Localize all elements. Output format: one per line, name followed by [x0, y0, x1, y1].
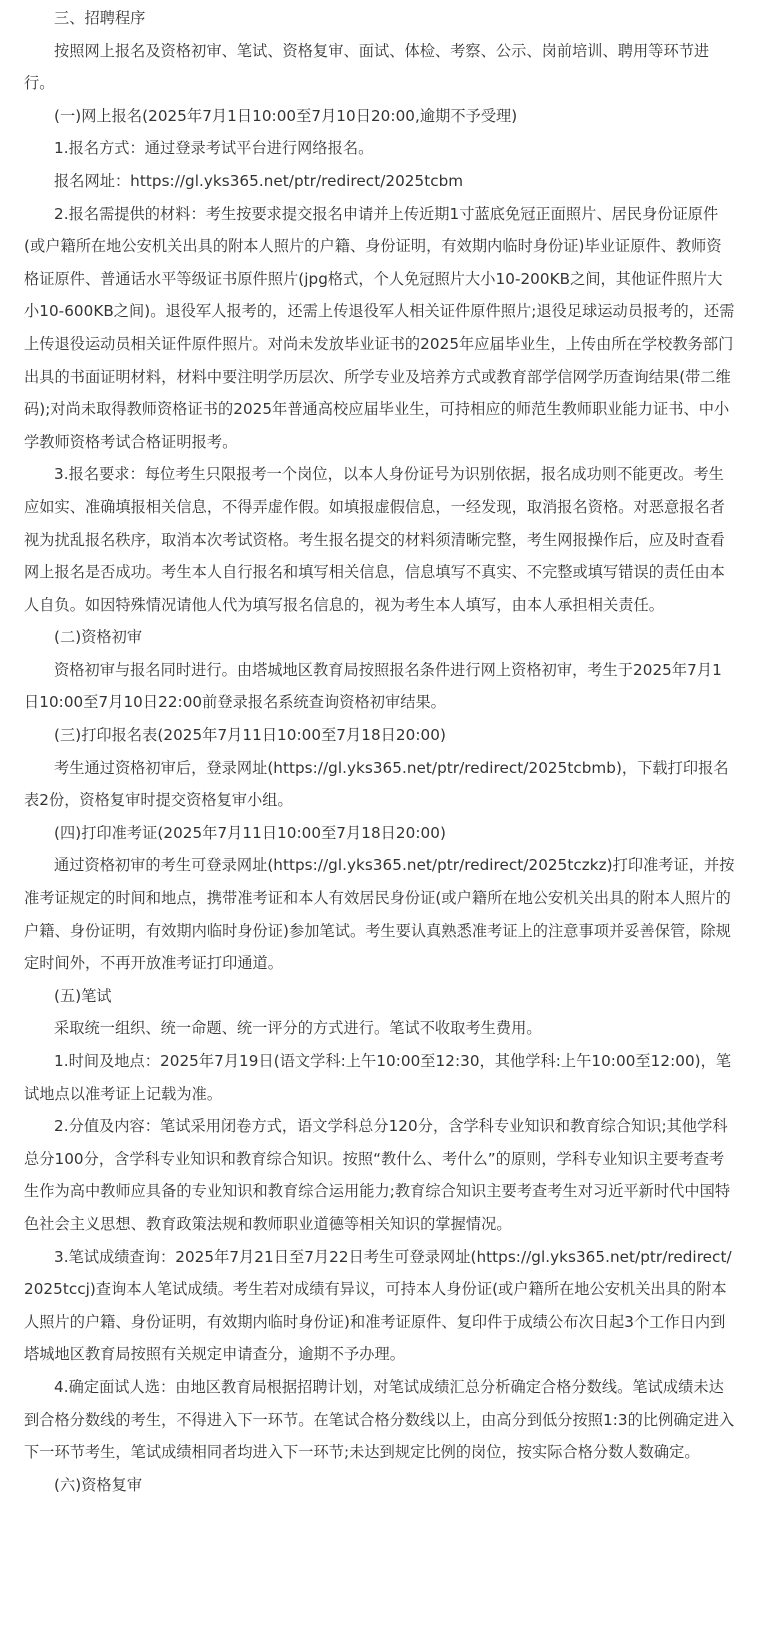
paragraph-required-materials: 2.报名需提供的材料：考生按要求提交报名申请并上传近期1寸蓝底免冠正面照片、居民身份证原件(或户籍所在地公安机关出具的附本人照片的户籍、身份证明，有效期内临时身份证)毕业证原件、教师资格证原件、普通话水平等级证书原件照片(jpg格式，个人免冠照片大小10-200KB之间，其他证件照片大小10-600KB之间)。退役军人报考的，还需上传退役军人相关证件原件照片;退役足球运动员报考的，还需上传退役运动员相关证件原件照片。对尚未发放毕业证书的2025年应届毕业生，上传由所在学校教务部门出具的书面证明材料，材料中要注明学历层次、所学专业及培养方式或教育部学信网学历查询结果(带二维码);对尚未取得教师资格证书的2025年普通高校应届毕业生，可持相应的师范生教师职业能力证书、中小学教师资格考试合格证明报考。	[24, 204, 735, 451]
paragraph-print-registration-form: 考生通过资格初审后，登录网址(https://gl.yks365.net/ptr/redirect/2025tcbmb)，下载打印报名表2份，资格复审时提交资格复审小组。	[24, 758, 729, 810]
paragraph-registration-requirements: 3.报名要求：每位考生只限报考一个岗位，以本人身份证号为识别依据，报名成功则不能更改。考生应如实、准确填报相关信息，不得弄虚作假。如填报虚假信息，一经发现，取消报名资格。对恶意报名者视为扰乱报名秩序，取消本次考试资格。考生报名提交的材料须清晰完整，考生网报操作后，应及时查看网上报名是否成功。考生本人自行报名和填写相关信息，信息填写不真实、不完整或填写错误的责任由本人自负。如因特殊情况请他人代为填写报名信息的，视为考生本人填写，由本人承担相关责任。	[24, 465, 725, 614]
paragraph-registration-url: 报名网址：https://gl.yks365.net/ptr/redirect/2025tcbm	[54, 171, 464, 190]
subheading-qualification-recheck: (六)资格复审	[54, 1475, 143, 1494]
paragraph-print-admission-ticket: 通过资格初审的考生可登录网址(https://gl.yks365.net/ptr/redirect/2025tczkz)打印准考证，并按准考证规定的时间和地点，携带准考证和本人有效居民身份证(或户籍所在地公安机关出具的附本人照片的户籍、身份证明，有效期内临时身份证)参加笔试。考生要认真熟悉准考证上的注意事项并妥善保管，除规定时间外，不再开放准考证打印通道。	[24, 856, 735, 973]
section-heading-recruitment-procedure: 三、招聘程序	[54, 9, 146, 27]
paragraph-registration-method: 1.报名方式：通过登录考试平台进行网络报名。	[54, 139, 374, 158]
subheading-written-exam: (五)笔试	[54, 986, 112, 1005]
subheading-preliminary-review: (二)资格初审	[54, 628, 143, 647]
paragraph-preliminary-review: 资格初审与报名同时进行。由塔城地区教育局按照报名条件进行网上资格初审，考生于2025年7月1日10:00至7月10日22:00前登录报名系统查询资格初审结果。	[24, 660, 722, 712]
subheading-online-registration: (一)网上报名(2025年7月1日10:00至7月10日20:00,逾期不予受理)	[54, 106, 518, 125]
subheading-print-admission-ticket: (四)打印准考证(2025年7月11日10:00至7月18日20:00)	[54, 823, 446, 842]
article-body	[24, 0, 736, 1501]
paragraph-score-inquiry: 3.笔试成绩查询：2025年7月21日至7月22日考生可登录网址(https://gl.yks365.net/ptr/redirect/2025tccj)查询本人笔试成绩。考生若对成绩有异议，可持本人身份证(或户籍所在地公安机关出具的附本人照片的户籍、身份证明，有效期内临时身份证)和准考证原件、复印件于成绩公布次日起3个工作日内到塔城地区教育局按照有关规定申请查分，逾期不予办理。	[24, 1247, 732, 1364]
paragraph-procedure-overview: 按照网上报名及资格初审、笔试、资格复审、面试、体检、考察、公示、岗前培训、聘用等环节进行。	[24, 41, 710, 93]
paragraph-exam-format: 采取统一组织、统一命题、统一评分的方式进行。笔试不收取考生费用。	[54, 1019, 542, 1038]
subheading-print-registration-form: (三)打印报名表(2025年7月11日10:00至7月18日20:00)	[54, 726, 446, 745]
paragraph-interview-candidates: 4.确定面试人选：由地区教育局根据招聘计划，对笔试成绩汇总分析确定合格分数线。笔试成绩未达到合格分数线的考生，不得进入下一环节。在笔试合格分数线以上，由高分到低分按照1:3的比例确定进入下一环节考生，笔试成绩相同者均进入下一环节;未达到规定比例的岗位，按实际合格分数人数确定。	[24, 1377, 735, 1462]
paragraph-exam-scores-content: 2.分值及内容：笔试采用闭卷方式，语文学科总分120分，含学科专业知识和教育综合知识;其他学科总分100分，含学科专业知识和教育综合知识。按照“教什么、考什么”的原则，学科专业知识主要考查考生作为高中教师应具备的专业知识和教育综合运用能力;教育综合知识主要考查考生对习近平新时代中国特色社会主义思想、教育政策法规和教师职业道德等相关知识的掌握情况。	[24, 1117, 731, 1233]
paragraph-exam-time-location: 1.时间及地点：2025年7月19日(语文学科:上午10:00至12:30，其他学科:上午10:00至12:00)，笔试地点以准考证上记载为准。	[24, 1052, 732, 1103]
